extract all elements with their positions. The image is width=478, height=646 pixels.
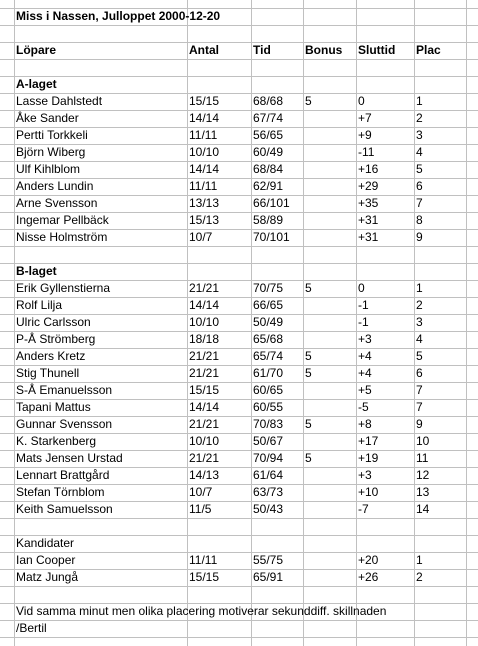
cell-tid[interactable]: 65/68 <box>253 332 284 346</box>
table-row <box>0 144 478 161</box>
cell-sluttid[interactable]: +3 <box>358 468 372 482</box>
cell-bonus[interactable] <box>303 399 305 416</box>
header-plac[interactable]: Plac <box>416 43 441 57</box>
cell-antal[interactable]: 11/11 <box>189 553 218 567</box>
cell-name[interactable]: Ulf Kihlblom <box>16 162 81 176</box>
cell-plac[interactable]: 7 <box>416 383 423 397</box>
cell-plac[interactable]: 5 <box>416 349 423 363</box>
table-row <box>0 501 478 518</box>
table-row <box>0 229 478 246</box>
table-row <box>0 161 478 178</box>
cell-name[interactable]: Lasse Dahlstedt <box>16 94 103 108</box>
table-row <box>0 416 478 433</box>
table-row <box>0 450 478 467</box>
cell-antal[interactable]: 21/21 <box>189 451 220 465</box>
cell-sluttid[interactable]: +7 <box>358 111 372 125</box>
cell-sluttid[interactable]: +4 <box>358 349 372 363</box>
cell-name[interactable]: S-Å Emanuelsson <box>16 383 113 397</box>
cell-sluttid[interactable]: +10 <box>358 485 379 499</box>
cell-tid[interactable]: 68/68 <box>253 94 284 108</box>
cell-bonus[interactable] <box>303 297 305 314</box>
cell-antal[interactable]: 15/15 <box>189 383 220 397</box>
section-k-label[interactable]: Kandidater <box>16 536 75 550</box>
cell-plac[interactable]: 8 <box>416 213 423 227</box>
cell-sluttid[interactable]: 0 <box>358 94 365 108</box>
cell-bonus[interactable] <box>303 501 305 518</box>
cell-plac[interactable]: 10 <box>416 434 430 448</box>
cell-plac[interactable]: 1 <box>416 94 423 108</box>
cell-plac[interactable]: 6 <box>416 366 423 380</box>
table-row <box>0 110 478 127</box>
table-row <box>0 331 478 348</box>
cell-tid[interactable]: 56/65 <box>253 128 284 142</box>
signature-row <box>0 620 478 637</box>
table-row <box>0 467 478 484</box>
cell-antal[interactable]: 14/14 <box>189 162 220 176</box>
cell-bonus[interactable] <box>303 144 305 161</box>
sheet-title[interactable]: Miss i Nassen, Julloppet 2000-12-20 <box>16 9 221 23</box>
note-text[interactable]: Vid samma minut men olika placering motiverar sekunddiff. skillnaden <box>16 604 387 618</box>
cell-tid[interactable]: 67/74 <box>253 111 284 125</box>
table-row <box>0 93 478 110</box>
cell-sluttid[interactable]: +26 <box>358 570 379 584</box>
table-row <box>0 365 478 382</box>
cell-antal[interactable]: 21/21 <box>189 417 220 431</box>
cell-sluttid[interactable]: +3 <box>358 332 372 346</box>
cell-name[interactable]: K. Starkenberg <box>16 434 97 448</box>
cell-bonus[interactable] <box>303 314 305 331</box>
cell-sluttid[interactable]: +8 <box>358 417 372 431</box>
cell-tid[interactable]: 61/70 <box>253 366 284 380</box>
cell-sluttid[interactable]: +20 <box>358 553 379 567</box>
cell-bonus[interactable] <box>303 467 305 484</box>
cell-name[interactable]: Björn Wiberg <box>16 145 86 159</box>
section-k-row <box>0 535 478 552</box>
cell-bonus[interactable] <box>303 212 305 229</box>
cell-tid[interactable]: 66/65 <box>253 298 284 312</box>
cell-bonus[interactable]: 5 <box>305 281 312 295</box>
table-row <box>0 348 478 365</box>
cell-sluttid[interactable]: -5 <box>358 400 369 414</box>
cell-antal[interactable]: 11/5 <box>189 502 212 516</box>
cell-antal[interactable]: 14/14 <box>189 111 220 125</box>
table-row <box>0 433 478 450</box>
header-bonus[interactable]: Bonus <box>305 43 343 57</box>
cell-tid[interactable]: 70/75 <box>253 281 284 295</box>
cell-antal[interactable]: 15/13 <box>189 213 220 227</box>
cell-sluttid[interactable]: +35 <box>358 196 379 210</box>
table-row <box>0 297 478 314</box>
cell-sluttid[interactable]: -1 <box>358 315 369 329</box>
cell-bonus[interactable] <box>303 433 305 450</box>
cell-tid[interactable]: 61/64 <box>253 468 284 482</box>
cell-name[interactable]: Mats Jensen Urstad <box>16 451 123 465</box>
table-row <box>0 127 478 144</box>
cell-bonus[interactable] <box>303 195 305 212</box>
cell-tid[interactable]: 70/101 <box>253 230 290 244</box>
cell-name[interactable]: Anders Lundin <box>16 179 94 193</box>
cell-sluttid[interactable]: +4 <box>358 366 372 380</box>
cell-plac[interactable]: 9 <box>416 417 423 431</box>
cell-bonus[interactable] <box>303 382 305 399</box>
table-row <box>0 212 478 229</box>
cell-plac[interactable]: 2 <box>416 298 423 312</box>
cell-plac[interactable]: 2 <box>416 111 423 125</box>
cell-name[interactable]: Keith Samuelsson <box>16 502 113 516</box>
cell-tid[interactable]: 50/67 <box>253 434 284 448</box>
cell-plac[interactable]: 14 <box>416 502 430 516</box>
cell-sluttid[interactable]: 0 <box>358 281 365 295</box>
cell-antal[interactable]: 21/21 <box>189 366 220 380</box>
cell-bonus[interactable]: 5 <box>305 417 312 431</box>
cell-name[interactable]: Arne Svensson <box>16 196 98 210</box>
section-a-label[interactable]: A-laget <box>16 77 57 91</box>
header-row <box>0 42 478 59</box>
cell-name[interactable]: Ingemar Pellbäck <box>16 213 109 227</box>
cell-name[interactable]: Åke Sander <box>16 111 79 125</box>
cell-plac[interactable]: 1 <box>416 553 423 567</box>
cell-bonus[interactable] <box>303 110 305 127</box>
cell-antal[interactable]: 10/10 <box>189 434 220 448</box>
cell-sluttid[interactable]: -11 <box>358 145 375 159</box>
cell-antal[interactable]: 21/21 <box>189 281 220 295</box>
cell-tid[interactable]: 60/65 <box>253 383 284 397</box>
cell-plac[interactable]: 6 <box>416 179 423 193</box>
signature-text[interactable]: /Bertil <box>16 621 47 635</box>
header-antal[interactable]: Antal <box>189 43 219 57</box>
table-row <box>0 569 478 586</box>
cell-plac[interactable]: 3 <box>416 128 423 142</box>
cell-antal[interactable]: 10/10 <box>189 315 220 329</box>
cell-name[interactable]: Stefan Törnblom <box>16 485 105 499</box>
title-row <box>0 8 478 25</box>
cell-sluttid[interactable]: +17 <box>358 434 379 448</box>
cell-plac[interactable]: 3 <box>416 315 423 329</box>
cell-tid[interactable]: 66/101 <box>253 196 290 210</box>
note-row <box>0 603 478 620</box>
cell-tid[interactable]: 62/91 <box>253 179 284 193</box>
cell-tid[interactable]: 65/91 <box>253 570 284 584</box>
cell-bonus[interactable] <box>303 127 305 144</box>
cell-antal[interactable]: 14/14 <box>189 298 220 312</box>
cell-antal[interactable]: 21/21 <box>189 349 220 363</box>
cell-tid[interactable]: 70/94 <box>253 451 284 465</box>
cell-plac[interactable]: 2 <box>416 570 423 584</box>
cell-bonus[interactable] <box>303 569 305 586</box>
cell-antal[interactable]: 18/18 <box>189 332 220 346</box>
cell-bonus[interactable] <box>303 161 305 178</box>
cell-name[interactable]: Ulric Carlsson <box>16 315 91 329</box>
cell-antal[interactable]: 10/7 <box>189 230 213 244</box>
cell-sluttid[interactable]: +16 <box>358 162 379 176</box>
cell-antal[interactable]: 15/15 <box>189 94 220 108</box>
cell-antal[interactable]: 10/10 <box>189 145 220 159</box>
cell-tid[interactable]: 70/83 <box>253 417 284 431</box>
cell-plac[interactable]: 4 <box>416 145 423 159</box>
cell-sluttid[interactable]: -1 <box>358 298 369 312</box>
cell-antal[interactable]: 13/13 <box>189 196 220 210</box>
cell-name[interactable]: Matz Jungå <box>16 570 79 584</box>
cell-tid[interactable]: 50/49 <box>253 315 284 329</box>
cell-bonus[interactable] <box>303 552 305 569</box>
section-b-label[interactable]: B-laget <box>16 264 57 278</box>
cell-plac[interactable]: 12 <box>416 468 430 482</box>
cell-name[interactable]: Tapani Mattus <box>16 400 91 414</box>
cell-name[interactable]: Erik Gyllenstierna <box>16 281 111 295</box>
cell-antal[interactable]: 14/14 <box>189 400 220 414</box>
cell-tid[interactable]: 68/84 <box>253 162 284 176</box>
cell-sluttid[interactable]: +9 <box>358 128 372 142</box>
cell-antal[interactable]: 10/7 <box>189 485 213 499</box>
cell-sluttid[interactable]: +31 <box>358 230 379 244</box>
header-tid[interactable]: Tid <box>253 43 271 57</box>
cell-sluttid[interactable]: +5 <box>358 383 372 397</box>
cell-bonus[interactable]: 5 <box>305 349 312 363</box>
cell-bonus[interactable] <box>303 229 305 246</box>
cell-name[interactable]: Pertti Torkkeli <box>16 128 88 142</box>
cell-plac[interactable]: 7 <box>416 196 423 210</box>
cell-name[interactable]: Gunnar Svensson <box>16 417 113 431</box>
cell-tid[interactable]: 60/55 <box>253 400 284 414</box>
cell-antal[interactable]: 11/11 <box>189 179 218 193</box>
table-row <box>0 552 478 569</box>
table-row <box>0 314 478 331</box>
cell-name[interactable]: P-Å Strömberg <box>16 332 96 346</box>
section-a-row <box>0 76 478 93</box>
cell-plac[interactable]: 7 <box>416 400 423 414</box>
cell-name[interactable]: Ian Cooper <box>16 553 76 567</box>
cell-plac[interactable]: 9 <box>416 230 423 244</box>
cell-tid[interactable]: 50/43 <box>253 502 284 516</box>
cell-tid[interactable]: 65/74 <box>253 349 284 363</box>
table-row <box>0 178 478 195</box>
cell-tid[interactable]: 58/89 <box>253 213 284 227</box>
cell-sluttid[interactable]: -7 <box>358 502 369 516</box>
cell-plac[interactable]: 4 <box>416 332 423 346</box>
cell-antal[interactable]: 11/11 <box>189 128 218 142</box>
cell-tid[interactable]: 63/73 <box>253 485 284 499</box>
cell-bonus[interactable]: 5 <box>305 94 312 108</box>
cell-sluttid[interactable]: +29 <box>358 179 379 193</box>
cell-tid[interactable]: 60/49 <box>253 145 284 159</box>
cell-bonus[interactable] <box>303 484 305 501</box>
cell-plac[interactable]: 1 <box>416 281 423 295</box>
header-name[interactable]: Löpare <box>16 43 57 57</box>
cell-name[interactable]: Nisse Holmström <box>16 230 108 244</box>
cell-sluttid[interactable]: +31 <box>358 213 379 227</box>
cell-tid[interactable]: 55/75 <box>253 553 284 567</box>
table-row <box>0 280 478 297</box>
cell-antal[interactable]: 15/15 <box>189 570 220 584</box>
cell-name[interactable]: Stig Thunell <box>16 366 80 380</box>
cell-bonus[interactable]: 5 <box>305 451 312 465</box>
table-row <box>0 195 478 212</box>
cell-plac[interactable]: 5 <box>416 162 423 176</box>
cell-sluttid[interactable]: +19 <box>358 451 379 465</box>
section-b-row <box>0 263 478 280</box>
cell-antal[interactable]: 14/13 <box>189 468 220 482</box>
table-row <box>0 399 478 416</box>
cell-bonus[interactable] <box>303 178 305 195</box>
header-sluttid[interactable]: Sluttid <box>358 43 396 57</box>
cell-bonus[interactable]: 5 <box>305 366 312 380</box>
cell-plac[interactable]: 11 <box>416 451 429 465</box>
table-row <box>0 484 478 501</box>
cell-plac[interactable]: 13 <box>416 485 430 499</box>
cell-bonus[interactable] <box>303 331 305 348</box>
cell-name[interactable]: Anders Kretz <box>16 349 86 363</box>
cell-name[interactable]: Rolf Lilja <box>16 298 63 312</box>
table-row <box>0 382 478 399</box>
cell-name[interactable]: Lennart Brattgård <box>16 468 110 482</box>
